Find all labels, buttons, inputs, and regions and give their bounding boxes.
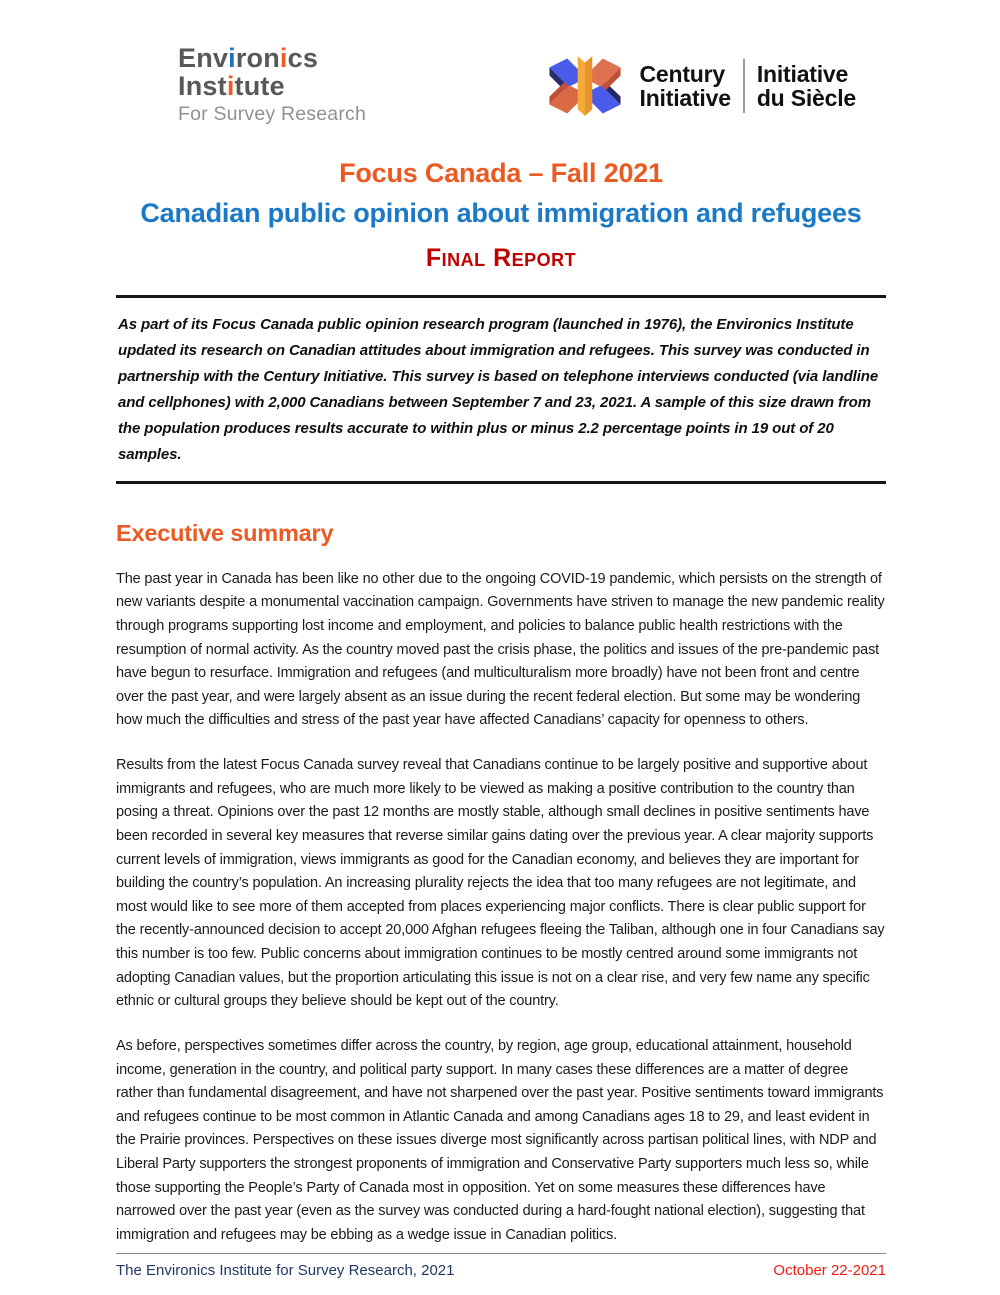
century-initiative-logo xyxy=(542,44,857,128)
executive-summary-paragraph-3: As before, perspectives sometimes differ across the country, by region, age group, educational attainment, household income, generation in the country, and political party support. In many cases these differences are a matter of degree rather than fundamental disagreement, and have not sharpened over the past year. Positive sentiments toward immigrants and refugees continue to be most common in Atlantic Canada and among Canadians ages 18 to 29, and least evident in the Prairie provinces. Perspectives on these issues diverge most significantly across partisan political lines, with NDP and Liberal Party supporters the strongest proponents of immigration and Conservative Party supporters much less so, while those supporting the People’s Party of Canada most in opposition. Yet on some measures these differences have narrowed over the past year (even as the survey was conducted during a hard-fought national election), suggesting that immigration and refugees may be ebbing as a wedge issue in Canadian politics. xyxy=(116,1037,884,1243)
executive-summary-heading: Executive summary xyxy=(116,519,334,546)
logo-text-part: Inst xyxy=(178,71,227,102)
century-wordmark-french xyxy=(757,62,856,110)
final-report-label: Final Report xyxy=(425,244,577,272)
executive-summary-paragraph-1: The past year in Canada has been like no other due to the ongoing COVID-19 pandemic, which persists on the strength of new variants despite a monumental vaccination campaign. Governments have striven to manage the new pandemic reality through programs supporting lost income and employment, and policies to balance public health restrictions with the resumption of normal activity. As the country moved past the crisis phase, the politics and issues of the pre-pandemic past have begun to resurface. Immigration and refugees (and multiculturalism more broadly) have not been front and centre over the past year, and were largely absent as an issue during the recent federal election. But some may be wondering how much the difficulties and stress of the past year have affected Canadians’ capacity for openness to others. xyxy=(116,570,885,729)
logo-text-part: cs xyxy=(287,43,319,73)
logo-text-part: i xyxy=(228,43,236,73)
environics-wordmark-line2 xyxy=(178,72,366,100)
logo-text-part: ron xyxy=(235,43,280,73)
logo-text-part: i xyxy=(226,71,235,102)
logo-text-part: Initiative xyxy=(639,85,731,111)
title-block xyxy=(116,158,886,273)
divider-rule-bottom xyxy=(116,481,886,484)
environics-wordmark-line1 xyxy=(178,44,366,72)
report-subtitle: Canadian public opinion about immigration and refugees xyxy=(140,198,862,228)
logo-text-part: i xyxy=(279,43,288,73)
header xyxy=(178,0,856,128)
environics-tagline: For Survey Research xyxy=(178,103,367,126)
century-wordmark xyxy=(640,59,857,113)
report-title: Focus Canada – Fall 2021 xyxy=(339,158,663,188)
footer-attribution: The Environics Institute for Survey Research, 2021 xyxy=(116,1262,455,1279)
methodology-note: As part of its Focus Canada public opinion research program (launched in 1976), the Environics Institute updated its research on Canadian attitudes about immigration and refugees. This survey was conducted in partnership with the Century Initiative. This survey is based on telephone interviews conducted (via landline and cellphones) with 2,000 Canadians between September 7 and 23, 2021. A sample of this size drawn from the population produces results accurate to within plus or minus 2.2 percentage points in 19 out of 20 samples. xyxy=(118,316,879,463)
century-wordmark-english xyxy=(640,62,731,110)
executive-summary-paragraph-2: Results from the latest Focus Canada survey reveal that Canadians continue to be largely positive and supportive about immigrants and refugees, who are much more likely to be viewed as making a positive contribution to the country than posing a threat. Opinions over the past 12 months are mostly stable, although small declines in positive sentiments have been recorded in several key measures that reverse similar gains dating over the previous year. A clear majority supports current levels of immigration, views immigrants as good for the Canadian economy, and believes they are important for building the country’s population. An increasing plurality rejects the idea that too many refugees are not legitimate, and most would like to see more of them accepted from places experiencing major conflicts. There is clear public support for the recently-announced decision to accept 20,000 Afghan refugees fleeing the Taliban, although one in four Canadians say this number is too few. Public concerns about immigration continues to be mostly centred around some immigrants not adopting Canadian values, but the proportion articulating this issue is not on a clear rise, and very few name any specific ethnic or cultural groups they believe should be kept out of the country. xyxy=(116,757,885,1010)
logo-text-part: tute xyxy=(234,71,285,102)
logo-text-part: Initiative xyxy=(756,60,849,87)
page-footer xyxy=(116,1253,886,1295)
logo-text-part: Century xyxy=(639,60,726,87)
logo-text-part: du Siècle xyxy=(756,85,856,111)
environics-institute-logo xyxy=(178,44,366,124)
logo-text-part: Env xyxy=(178,43,229,73)
century-initiative-star-icon xyxy=(542,44,628,128)
footer-date: October 22-2021 xyxy=(773,1262,886,1279)
logo-divider xyxy=(743,59,745,113)
